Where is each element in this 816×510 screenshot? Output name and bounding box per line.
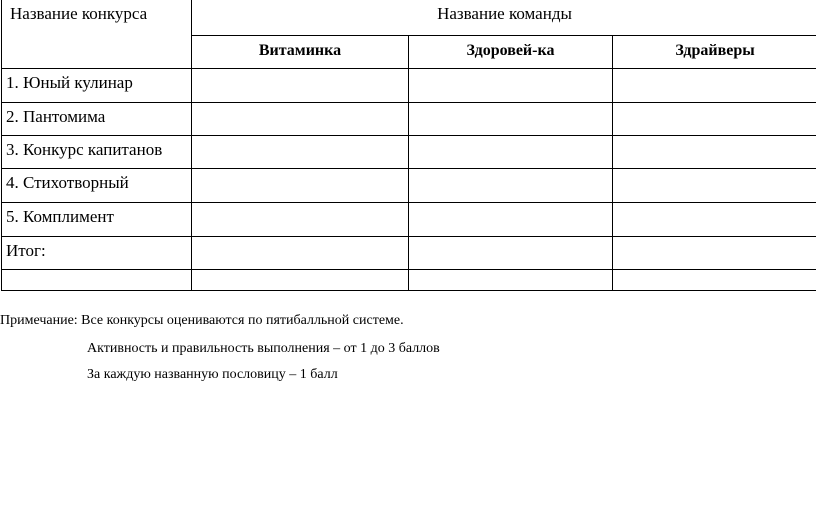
team-column-header — [613, 36, 816, 69]
note-line: За каждую названную пословицу – 1 балл — [87, 367, 338, 382]
contest-name-cell — [2, 103, 192, 136]
score-cell — [409, 69, 613, 103]
contest-name-cell — [2, 69, 192, 103]
empty-cell — [409, 270, 613, 291]
total-label: Итог: — [6, 241, 46, 260]
contest-name-cell — [2, 169, 192, 203]
header-team-name — [192, 0, 816, 36]
contest-name: 2. Пантомима — [6, 107, 106, 126]
score-cell — [192, 169, 409, 203]
score-cell — [409, 169, 613, 203]
table-row-total — [2, 237, 816, 270]
score-cell — [613, 203, 816, 237]
total-label-cell — [2, 237, 192, 270]
contest-name: 1. Юный кулинар — [6, 73, 133, 92]
contest-name-cell — [2, 203, 192, 237]
score-table — [1, 0, 816, 291]
empty-label — [2, 270, 191, 275]
score-cell — [613, 69, 816, 103]
score-cell — [409, 103, 613, 136]
empty-label-cell — [2, 270, 192, 291]
team-name: Здрайверы — [675, 42, 755, 59]
header-contest-name — [2, 0, 192, 69]
table-row — [2, 169, 816, 203]
header-team-name-label: Название команды — [437, 4, 572, 23]
table-row — [2, 203, 816, 237]
table-row-empty — [2, 270, 816, 291]
note-line: Примечание: Все конкурсы оцениваются по пятибалльной системе. — [0, 313, 404, 328]
empty-cell — [613, 270, 816, 291]
team-name: Здоровей-ка — [466, 42, 555, 59]
note-line: Активность и правильность выполнения – от 1 до 3 баллов — [87, 341, 440, 356]
contest-name: 5. Комплимент — [6, 207, 114, 226]
score-cell — [192, 136, 409, 169]
table-header-row — [2, 0, 816, 36]
empty-cell — [192, 270, 409, 291]
total-score-cell — [192, 237, 409, 270]
header-contest-name-label: Название конкурса — [10, 4, 148, 23]
contest-name: 3. Конкурс капитанов — [6, 140, 163, 159]
score-cell — [613, 169, 816, 203]
score-cell — [192, 69, 409, 103]
score-cell — [192, 203, 409, 237]
contest-name: 4. Стихотворный — [6, 173, 129, 192]
score-cell — [409, 203, 613, 237]
team-name: Витаминка — [258, 42, 342, 59]
contest-name-cell — [2, 136, 192, 169]
team-column-header — [409, 36, 613, 69]
score-cell — [409, 136, 613, 169]
score-cell — [192, 103, 409, 136]
total-score-cell — [613, 237, 816, 270]
table-row — [2, 103, 816, 136]
score-cell — [613, 103, 816, 136]
score-cell — [613, 136, 816, 169]
table-row — [2, 136, 816, 169]
total-score-cell — [409, 237, 613, 270]
team-column-header — [192, 36, 409, 69]
table-row — [2, 69, 816, 103]
